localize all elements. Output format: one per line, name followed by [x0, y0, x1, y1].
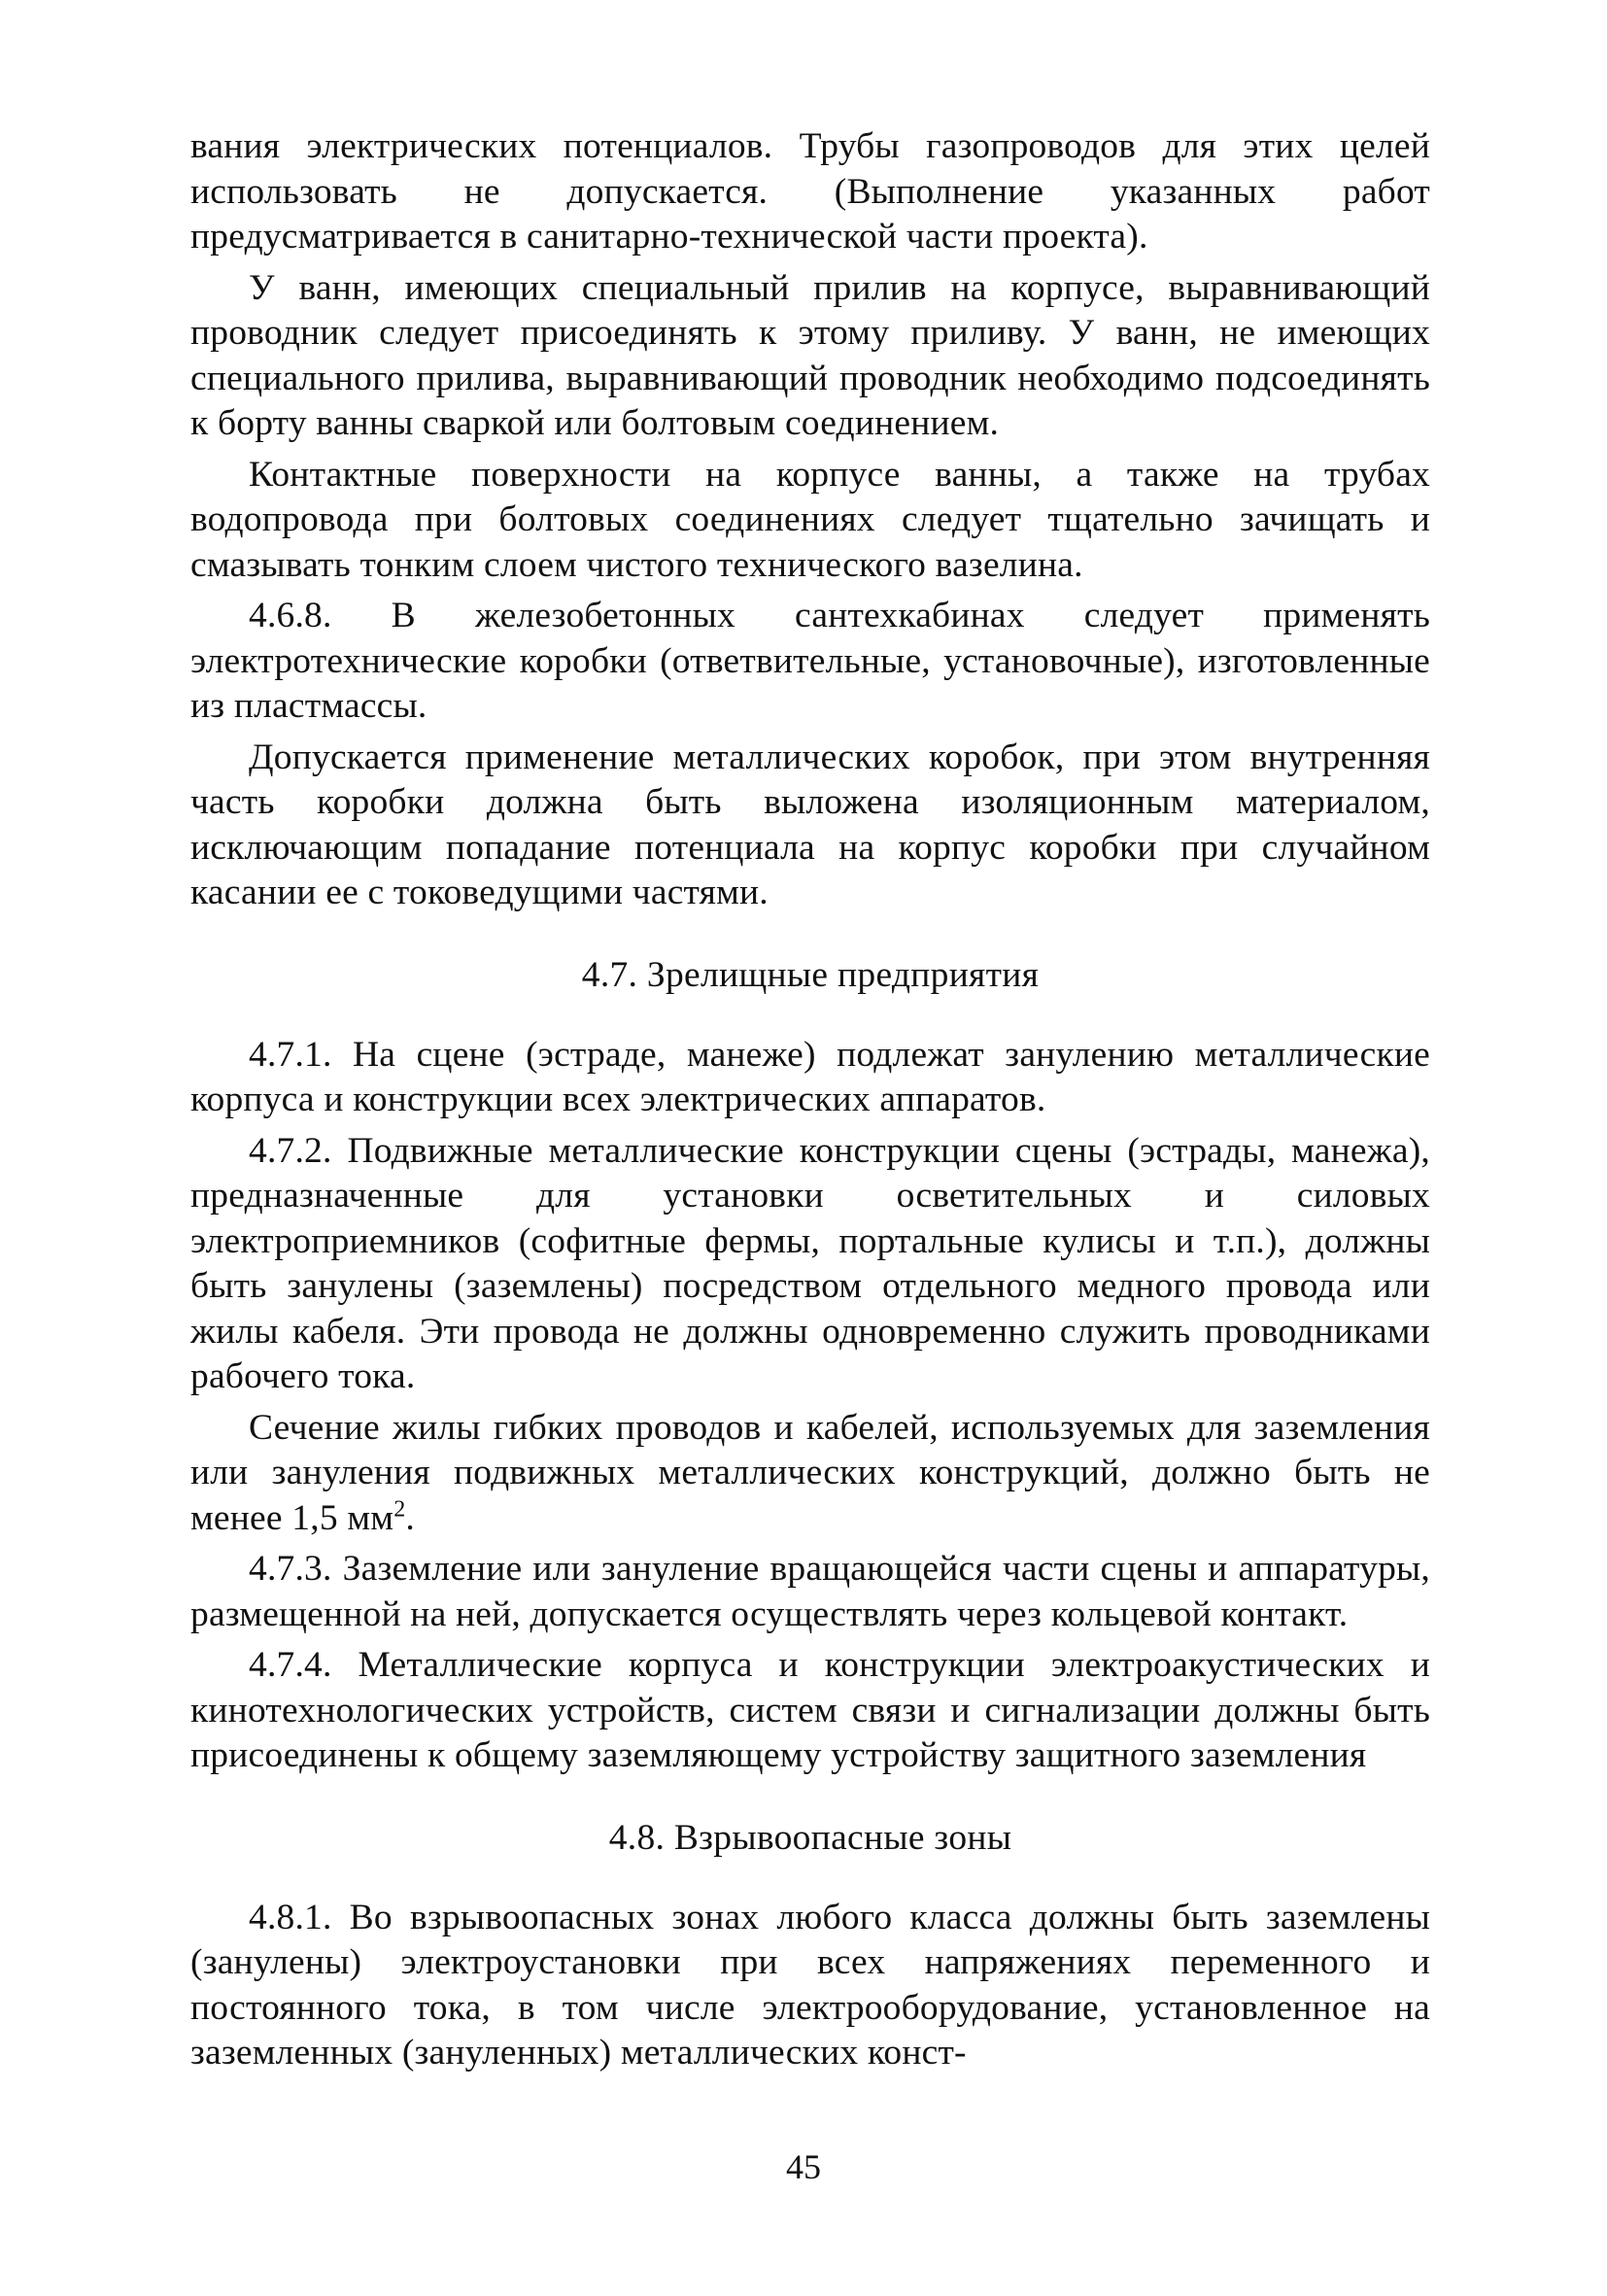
conductor-section-text: Сечение жилы гибких проводов и кабелей, используемых для заземления или зануления подвижных металлических конструкций, должно быть не менее 1,5 мм: [190, 1407, 1430, 1538]
paragraph-4-7-1: 4.7.1. На сцене (эстраде, манеже) подлежат занулению металлические корпуса и конструкции всех электрических аппаратов.: [190, 1034, 1430, 1119]
paragraph-conductor-section: [190, 1406, 1430, 1542]
paragraph-4-7-2: 4.7.2. Подвижные металлические конструкции сцены (эстрады, манежа), предназначенные для установки осветительных и силовых электроприемников (софитные фермы, портальные кулисы и т.п.), должны быть занулены (заземлены) посредством отдельного медного провода или жилы кабеля. Эти провода не должны одновременно служить проводниками рабочего тока.: [190, 1130, 1430, 1396]
conductor-section-end: .: [405, 1497, 415, 1538]
paragraph-4-6-8: 4.6.8. В железобетонных сантехкабинах следует применять электротехнические коробки (ответвительные, установочные), изготовленные из пластмассы.: [190, 596, 1430, 726]
section-heading-4-7: 4.7. Зрелищные предприятия: [581, 954, 1040, 995]
paragraph-4-7-3: 4.7.3. Заземление или зануление вращающейся части сцены и аппаратуры, размещенной на ней, допускается осуществлять через кольцевой контакт.: [190, 1549, 1430, 1634]
superscript-2: 2: [393, 1496, 406, 1522]
paragraph-bath-bonding: У ванн, имеющих специальный прилив на корпусе, выравнивающий проводник следует присоединять к этому приливу. У ванн, не имеющих специального прилива, выравнивающий проводник необходимо подсоединять к борту ванны сваркой или болтовым соединением.: [190, 267, 1430, 443]
paragraph-metal-boxes: Допускается применение металлических коробок, при этом внутренняя часть коробки должна быть выложена изоляционным материалом, исключающим попадание потенциала на корпус коробки при случайном касании ее с токоведущими частями.: [190, 737, 1430, 912]
paragraph-4-7-4: 4.7.4. Металлические корпуса и конструкции электроакустических и кинотехнологических устройств, систем связи и сигнализации должны быть присоединены к общему заземляющему устройству защитного заземления: [190, 1645, 1430, 1775]
section-heading-4-8: 4.8. Взрывоопасные зоны: [608, 1817, 1012, 1858]
paragraph-continuation: вания электрических потенциалов. Трубы газопроводов для этих целей использовать не допускается. (Выполнение указанных работ предусматривается в санитарно-технической части проекта).: [190, 126, 1430, 257]
paragraph-4-8-1: 4.8.1. Во взрывоопасных зонах любого класса должны быть заземлены (занулены) электроустановки при всех напряжениях переменного и постоянного тока, в том числе электрооборудование, установленное на заземленных (зануленных) металлических конст-: [190, 1897, 1430, 2073]
page-number: 45: [786, 2147, 821, 2186]
document-page: [190, 124, 1430, 2076]
paragraph-contact-surfaces: Контактные поверхности на корпусе ванны, а также на трубах водопровода при болтовых соединениях следует тщательно зачищать и смазывать тонким слоем чистого технического вазелина.: [190, 454, 1430, 585]
